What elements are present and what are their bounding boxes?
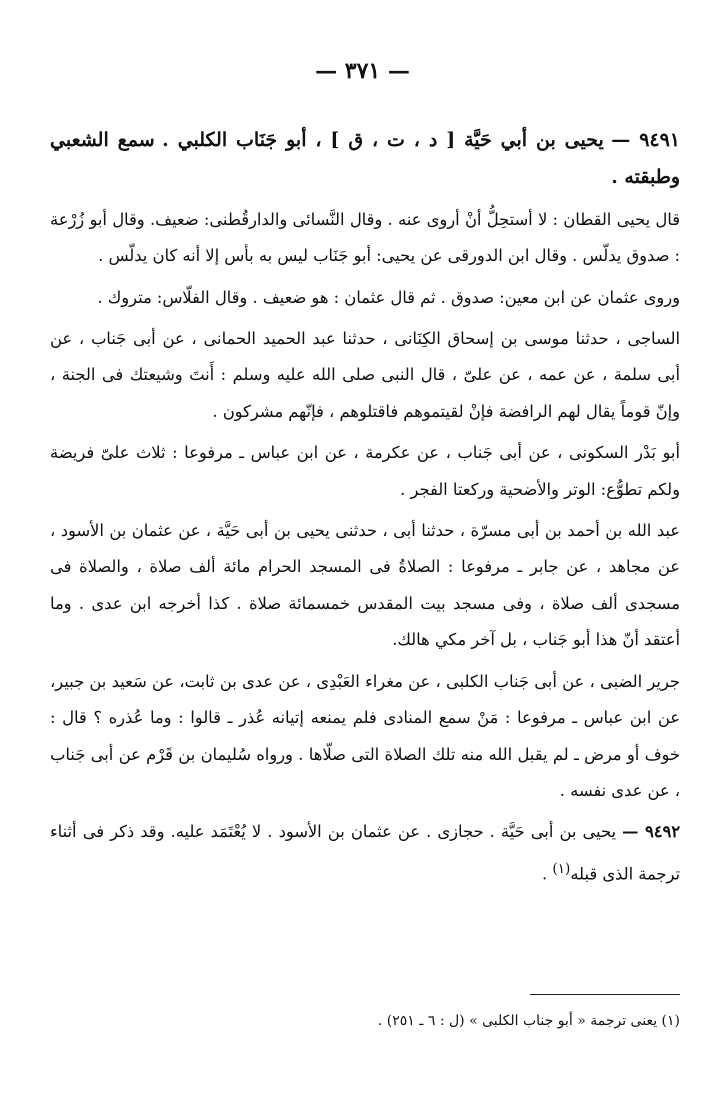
entry-number: ٩٤٩١ —: [611, 129, 681, 151]
entry-9492: [50, 814, 680, 892]
footnote-divider: [530, 994, 680, 995]
main-text: [50, 122, 680, 898]
entry-text: يحيى بن أبى حَيَّة . حجازى . عن عثمان بن الأسود . لا يُعْتَمَد عليه. وقد ذكر فى أثناء ترجمة الذى قبله: [50, 822, 680, 884]
paragraph: عبد الله بن أحمد بن أبى مسرّة ، حدثنا أبى ، حدثنى يحيى بن أبى حَيَّة ، عن عثمان بن الأسود ، عن مجاهد ، عن جابر ـ مرفوعا : الصلاةُ فى المسجد الحرام مائة ألف صلاة ، والصلاة فى مسجدى ألف صلاة ، وفى مسجد بيت المقدس خمسمائة صلاة . كذا أخرجه ابن عدى . وما أعتقد أنّ هذا أبو جَناب ، بل آخر مكي هالك.: [50, 521, 680, 650]
entry-heading-rest: سمع الشعبي وطبقته .: [50, 129, 680, 189]
footnote: (١) يعنى ترجمة « أبو جناب الكلبى » (ل : ٦ ـ ٢٥١) .: [377, 1013, 680, 1029]
entry-number: ٩٤٩٢ —: [622, 822, 680, 842]
entry-end: .: [542, 864, 553, 884]
entry-9491: [50, 122, 680, 197]
paragraph: قال يحيى القطان : لا أستحِلُّ أنْ أروى عنه . وقال النَّسائى والدارقُطنى: ضعيف. وقال أبو زُرْعة : صدوق يدلّس . وقال ابن الدورقى عن يحيى: أبو جَنَاب ليس به بأس إلا أنه كان يدلّس .: [50, 209, 680, 266]
paragraph: أبو بَدْر السكونى ، عن أبى جَناب ، عن عكرمة ، عن ابن عباس ـ مرفوعا : ثلاث علىّ فريضة ولكم تطوُّع: الوتر والأضحية وركعتا الفجر .: [50, 443, 680, 499]
page-number: — ٣٧١ —: [315, 58, 410, 84]
paragraph: الساجى ، حدثنا موسى بن إسحاق الكِنَانى ، حدثنا عبد الحميد الحمانى ، عن أبى جَناب ، عن أبى سلمة ، عن عمه ، عن علىّ ، قال النبى صلى الله عليه وسلم : أَنتَ وشيعتك فى الجنة ، وإنّ قوماً يقال لهم الرافضة فإنْ لقيتموهم فاقتلوهم ، فإنّهم مشركون .: [50, 329, 680, 421]
footnote-ref: (١): [552, 860, 571, 877]
entry-heading: يحيى بن أبي حَيَّة [ د ، ت ، ق ] ، أبو جَنَاب الكلبي .: [162, 129, 604, 151]
paragraph: جرير الضبى ، عن أبى جَناب الكلبى ، عن مغراء العَبْدِى ، عن عدى بن ثابت، عن سَعيد بن جبير، عن ابن عباس ـ مرفوعا : مَنْ سمع المنادى فلم يمنعه إتيانه عُذر ـ قالوا : وما عُذره ؟ قال : خوف أو مرض ـ لم يقبل الله منه تلك الصلاة التى صلّاها . ورواه سُليمان بن قَرْم عن أبى جَناب ، عن عدى نفسه .: [50, 671, 680, 800]
paragraph: وروى عثمان عن ابن معين: صدوق . ثم قال عثمان : هو ضعيف . وقال الفلّاس: متروك .: [97, 287, 680, 307]
